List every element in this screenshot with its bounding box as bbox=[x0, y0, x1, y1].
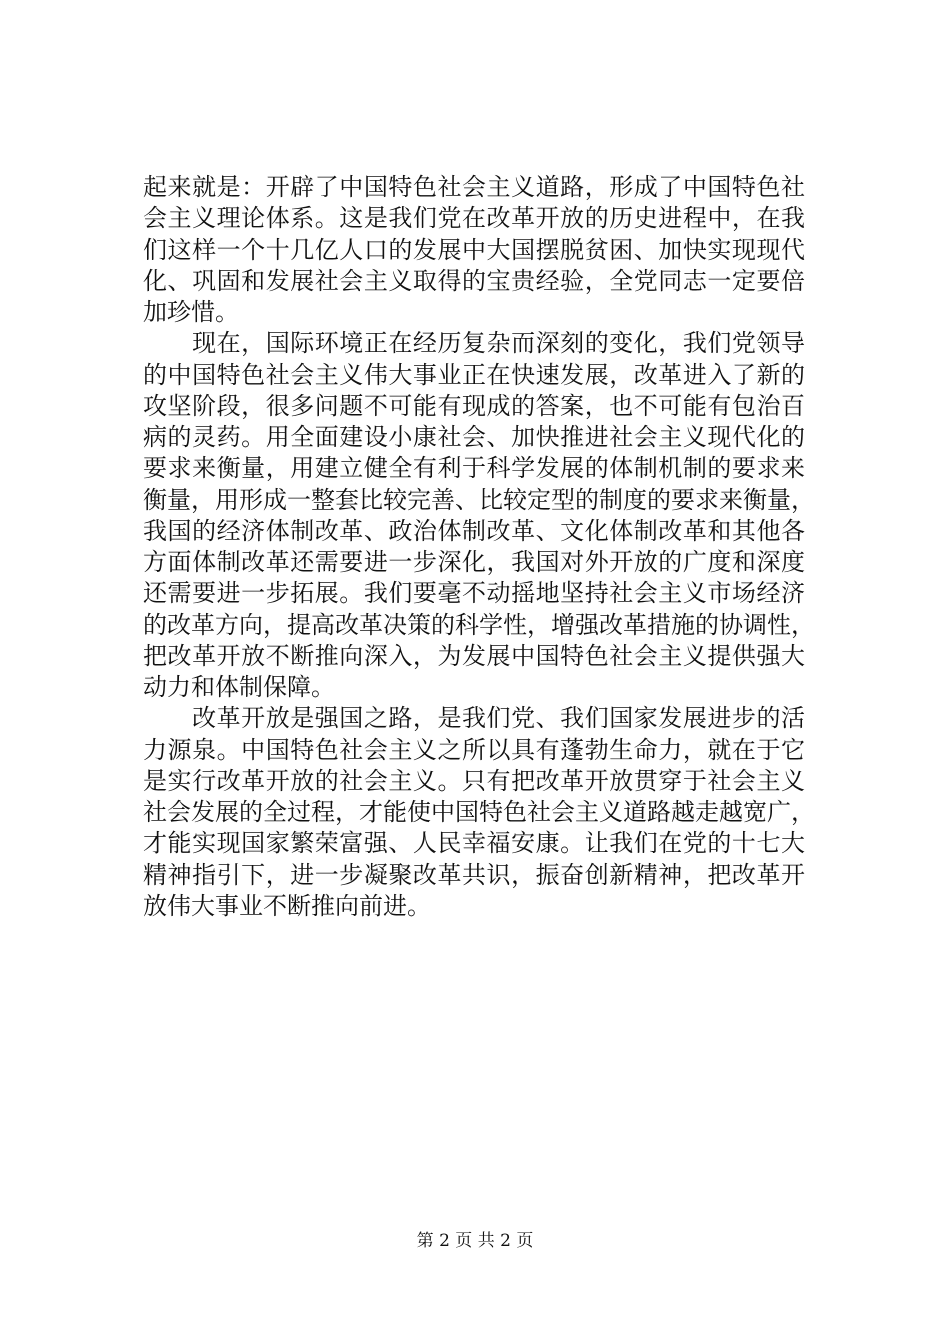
text-line: 的改革方向，提高改革决策的科学性，增强改革措施的协调性， bbox=[143, 610, 815, 639]
text-line: 起来就是：开辟了中国特色社会主义道路，形成了中国特色社 bbox=[143, 173, 805, 201]
text-line: 加珍惜。 bbox=[143, 298, 239, 326]
text-line: 还需要进一步拓展。我们要毫不动摇地坚持社会主义市场经济 bbox=[143, 579, 805, 608]
text-line: 改革开放是强国之路，是我们党、我们国家发展进步的活 bbox=[143, 704, 805, 733]
text-line: 我国的经济体制改革、政治体制改革、文化体制改革和其他各 bbox=[143, 516, 805, 545]
text-line: 衡量，用形成一整套比较完善、比较定型的制度的要求来衡量， bbox=[143, 485, 815, 514]
text-line: 的中国特色社会主义伟大事业正在快速发展，改革进入了新的 bbox=[143, 360, 805, 389]
text-line: 把改革开放不断推向深入，为发展中国特色社会主义提供强大 bbox=[143, 641, 805, 670]
text-line: 化、巩固和发展社会主义取得的宝贵经验，全党同志一定要倍 bbox=[143, 266, 805, 295]
text-line: 攻坚阶段，很多问题不可能有现成的答案，也不可能有包治百 bbox=[143, 391, 805, 420]
text-line: 现在，国际环境正在经历复杂而深刻的变化，我们党领导 bbox=[143, 329, 805, 358]
text-line: 是实行改革开放的社会主义。只有把改革开放贯穿于社会主义 bbox=[143, 766, 805, 795]
text-line: 社会发展的全过程，才能使中国特色社会主义道路越走越宽广， bbox=[143, 798, 815, 826]
text-line: 会主义理论体系。这是我们党在改革开放的历史进程中，在我 bbox=[143, 204, 805, 233]
text-line: 力源泉。中国特色社会主义之所以具有蓬勃生命力，就在于它 bbox=[143, 735, 805, 764]
text-line: 病的灵药。用全面建设小康社会、加快推进社会主义现代化的 bbox=[143, 423, 805, 451]
body-text bbox=[143, 172, 815, 922]
text-line: 精神指引下，进一步凝聚改革共识，振奋创新精神，把改革开 bbox=[143, 860, 805, 889]
text-line: 动力和体制保障。 bbox=[143, 673, 335, 701]
text-line: 要求来衡量，用建立健全有利于科学发展的体制机制的要求来 bbox=[143, 454, 805, 483]
text-line: 方面体制改革还需要进一步深化，我国对外开放的广度和深度 bbox=[143, 548, 805, 576]
page-number-footer: 第 2 页 共 2 页 bbox=[416, 1231, 534, 1251]
text-line: 才能实现国家繁荣富强、人民幸福安康。让我们在党的十七大 bbox=[143, 829, 805, 858]
text-line: 放伟大事业不断推向前进。 bbox=[143, 891, 431, 920]
text-line: 们这样一个十几亿人口的发展中大国摆脱贫困、加快实现现代 bbox=[143, 235, 805, 264]
